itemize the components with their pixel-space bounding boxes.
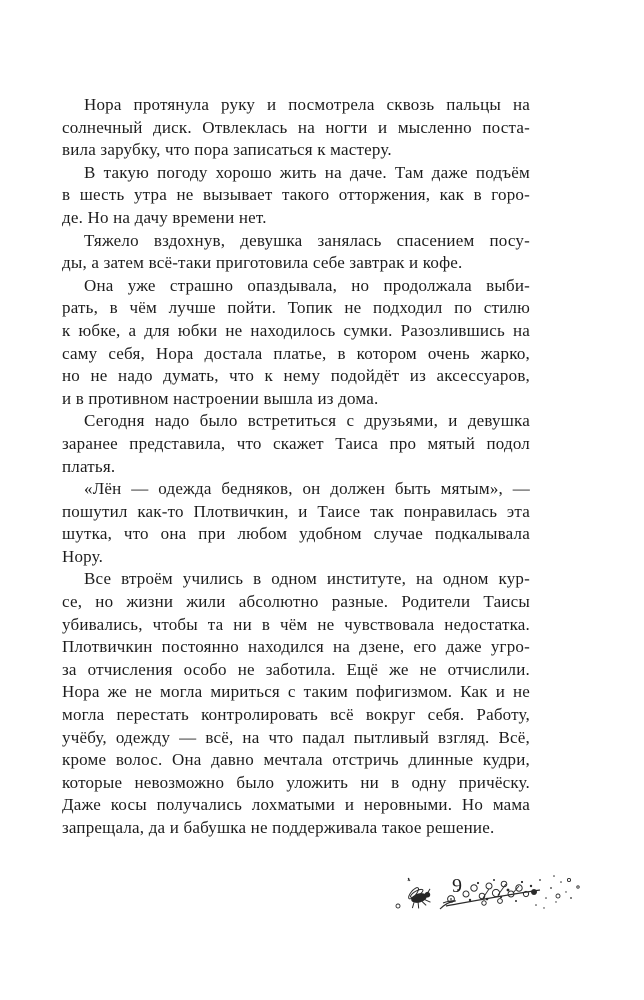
paragraph xyxy=(62,94,530,162)
text-line: Все втроём учились в одном институте, на одном кур- xyxy=(84,569,530,589)
text-line: за отчисления особо не заботила. Ещё же не отчислили. xyxy=(62,659,530,679)
paragraph xyxy=(62,478,530,568)
text-line: Нора протянула руку и посмотрела сквозь пальцы на xyxy=(84,95,530,114)
text-line: саму себя, Нора достала платье, в котором очень жарко, xyxy=(62,343,530,363)
text-line: ды, а затем всё-таки приготовила себе завтрак и кофе. xyxy=(62,253,463,273)
text-line: учёбу, одежду — всё, на что падал пытливый взгляд. Всё, xyxy=(62,727,530,747)
page-number: 9 xyxy=(452,875,462,897)
text-line: шутка, что она при любом удобном случае подкалывала xyxy=(62,524,530,544)
text-line: платья. xyxy=(62,456,116,476)
text-line: запрещала, да и бабушка не поддерживала такое решение. xyxy=(62,818,495,837)
text-line: Нора же не могла мириться с таким пофигизмом. Как и не xyxy=(62,682,530,702)
fly-icon xyxy=(396,878,434,911)
paragraph xyxy=(62,275,530,411)
text-line: Она уже страшно опаздывала, но продолжала выби- xyxy=(84,275,530,295)
text-line: вила зарубку, что пора записаться к мастеру. xyxy=(62,140,392,160)
text-line: солнечный диск. Отвлеклась на ногти и мысленно поста- xyxy=(62,117,530,137)
text-line: убивались, чтобы та ни в чём не чувствовала недостатка. xyxy=(62,614,530,634)
body-text xyxy=(62,94,530,840)
paragraph xyxy=(62,568,530,839)
text-line: Тяжело вздохнув, девушка занялась спасением посу- xyxy=(84,230,530,250)
text-line: се, но жизни жили абсолютно разные. Родители Таисы xyxy=(62,592,530,612)
footer-ornament xyxy=(388,868,594,924)
text-line: В такую погоду хорошо жить на даче. Там даже подъём xyxy=(84,162,530,182)
text-line: Даже косы получались лохматыми и неровными. Но мама xyxy=(62,795,530,815)
paragraph xyxy=(62,230,530,275)
text-line: Плотвичкин постоянно находился на дзене, его даже угро- xyxy=(62,637,530,657)
text-line: «Лён — одежда бедняков, он должен быть мятым», — xyxy=(84,479,530,499)
text-line: и в противном настроении вышла из дома. xyxy=(62,388,379,408)
text-line: рать, в чём лучше пойти. Топик не подходил по стилю xyxy=(62,298,530,318)
text-line: но не надо думать, что к нему подойдёт из аксессуаров, xyxy=(62,366,530,386)
paragraph xyxy=(62,162,530,230)
text-line: кроме волос. Она давно мечтала отстричь длинные кудри, xyxy=(62,750,530,770)
text-line: заранее представила, что скажет Таиса про мятый подол xyxy=(62,433,530,453)
text-line: могла перестать контролировать всё вокруг себя. Работу, xyxy=(62,705,530,725)
text-line: которые невозможно было уложить ни в одну причёску. xyxy=(62,772,530,792)
page-footer xyxy=(388,868,594,924)
paragraph xyxy=(62,410,530,478)
text-line: пошутил как-то Плотвичкин, и Таисе так понравилась эта xyxy=(62,501,530,521)
text-line: Нору. xyxy=(62,546,104,566)
text-line: Сегодня надо было встретиться с друзьями, и девушка xyxy=(84,411,530,431)
text-line: в шесть утра не вызывает такого отторжения, как в горо- xyxy=(62,185,530,205)
text-line: де. Но на дачу времени нет. xyxy=(62,207,267,227)
text-line: к юбке, а для юбки не находилось сумки. Разозлившись на xyxy=(62,320,530,340)
